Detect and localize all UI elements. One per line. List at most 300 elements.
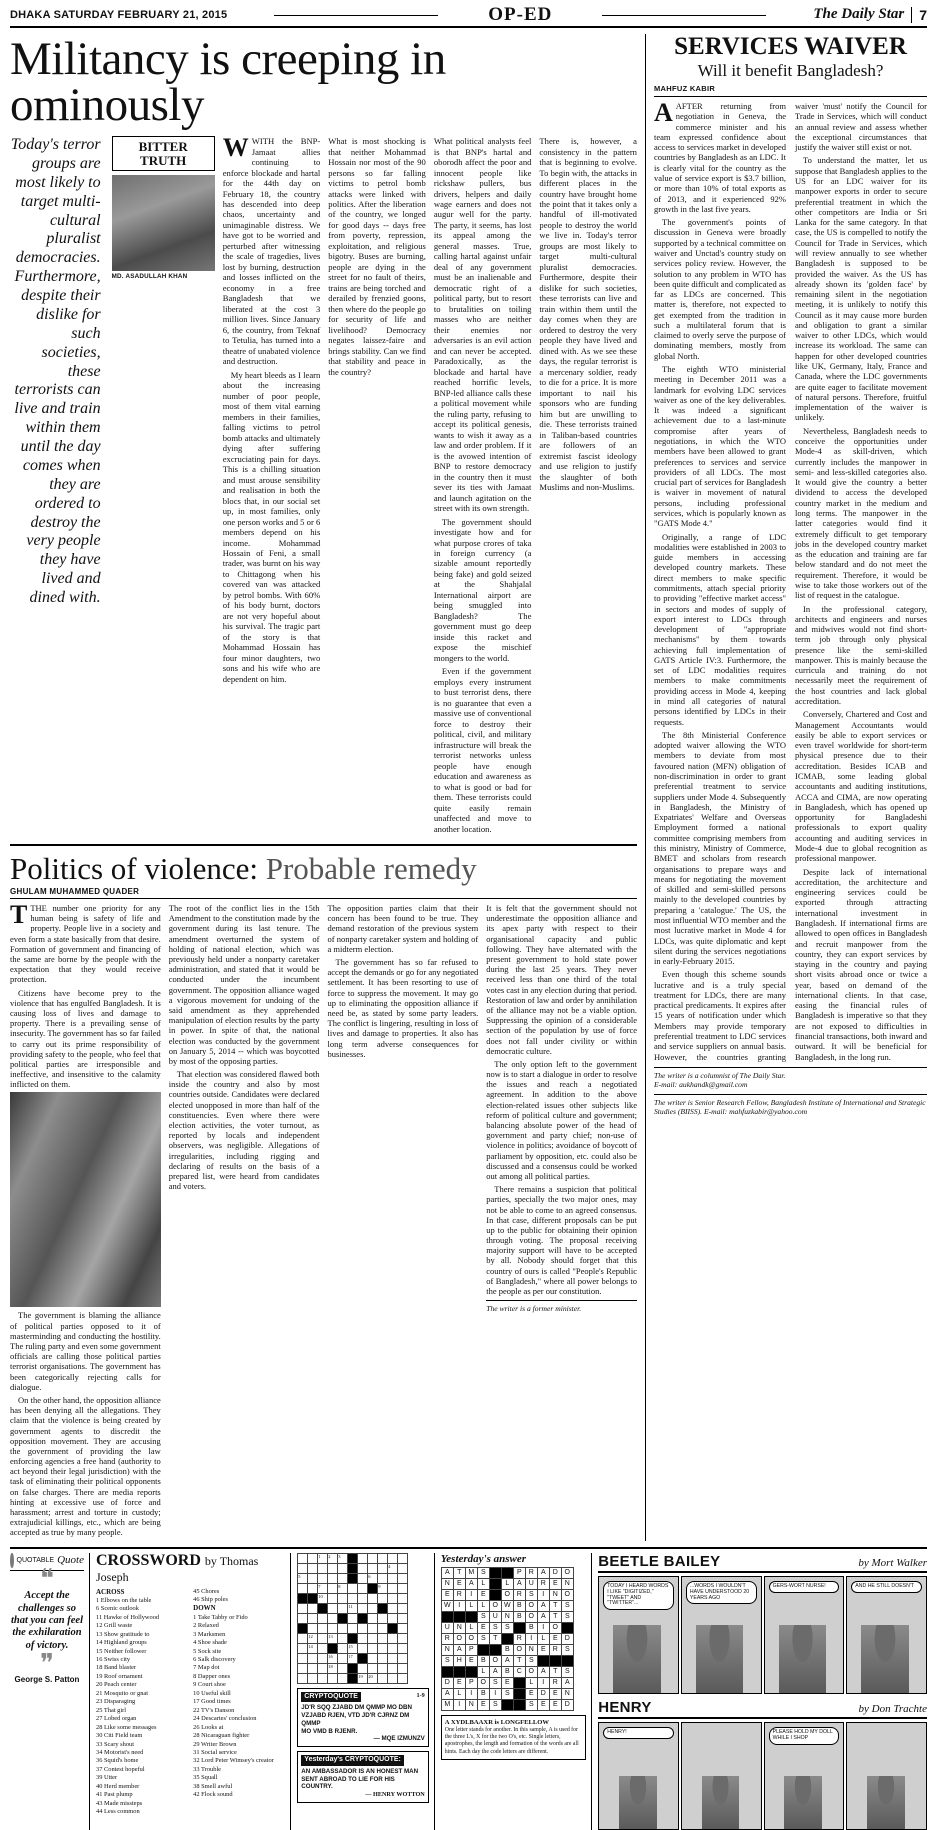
crossword-cell[interactable] bbox=[308, 1663, 318, 1673]
crossword-cell[interactable] bbox=[368, 1613, 378, 1623]
answer-cell: E bbox=[453, 1578, 465, 1589]
answer-cell: S bbox=[525, 1655, 537, 1666]
answer-cell: O bbox=[525, 1666, 537, 1677]
crossword-cell[interactable] bbox=[388, 1583, 398, 1593]
crossword-cell[interactable]: 11 bbox=[348, 1603, 358, 1613]
quotable-label2: Quote bbox=[57, 1554, 84, 1567]
crossword-cell[interactable] bbox=[318, 1623, 328, 1633]
crossword-cell[interactable] bbox=[338, 1663, 348, 1673]
masthead bbox=[10, 3, 927, 28]
crossword-clue: 19 Roof ornament bbox=[96, 1672, 143, 1680]
answer-cell: O bbox=[561, 1589, 573, 1600]
crossword-cell[interactable] bbox=[328, 1673, 338, 1683]
crossword-cell[interactable] bbox=[388, 1593, 398, 1603]
answer-cell: E bbox=[537, 1699, 549, 1710]
answer-cell: L bbox=[501, 1578, 513, 1589]
comic-author: by Mort Walker bbox=[858, 1556, 927, 1569]
author-photo bbox=[112, 175, 215, 271]
crossword-clue: 44 Less common bbox=[96, 1808, 140, 1816]
drop-cap: T bbox=[10, 900, 28, 930]
paragraph: The government's points of discussion in Geneva were broadly supported by a technical committee on waiver and Unctad's country study on services policy review. However, the solution to any problem in WTO has been quite difficult and complicated as far as LDCs are concerned. This matter is, therefore, not expected to get exempted from the tradition in such a multilateral forum that is claimed to overly serve the purpose of dominating members, mostly from global North. bbox=[654, 217, 786, 361]
story1-body-col-4 bbox=[539, 136, 637, 837]
crossword-cell[interactable] bbox=[308, 1673, 318, 1683]
crossword-cell[interactable] bbox=[348, 1663, 358, 1673]
answer-cell bbox=[465, 1611, 477, 1622]
paragraph: Despite lack of international accreditation, the architecture and engineering services could be exported through attracting international investment in Bangladesh. If international firms are allowed to open offices in Bangladesh and recruit manpower from the country, they can export services by staying in the country and paying short visits abroad once or twice a year, based on demand of the international clients. In that case, easing the financial rules of Bangladesh is imperative so that they are not exposed to difficulties in financial transactions, both inward and outward. It will be beneficial for Bangladesh, in the long run. bbox=[795, 866, 927, 1062]
crossword-clue: 24 Descartes' conclusion bbox=[193, 1715, 257, 1723]
crossword-cell[interactable] bbox=[308, 1563, 318, 1573]
pull-quote: Today's terror groups are most likely to target multi-cultural pluralist democracies. Furthermore, despite their dislike for such societies, these terrorists can live and train within them until the day comes when they are ordered to destroy the very people they have lived and dined with. bbox=[10, 136, 101, 607]
crossword-clue: 28 Nicaraguan fighter bbox=[193, 1732, 250, 1740]
crossword-cell[interactable] bbox=[398, 1633, 408, 1643]
answer-cell: O bbox=[525, 1600, 537, 1611]
crossword-cell[interactable]: 3 bbox=[338, 1553, 348, 1563]
crossword-cell[interactable] bbox=[348, 1613, 358, 1623]
crossword-cell[interactable] bbox=[298, 1653, 308, 1663]
crossword-cell[interactable] bbox=[378, 1673, 388, 1683]
cryptoquote-line: MO VMD B RJENR. bbox=[301, 1727, 358, 1735]
crossword-cell[interactable] bbox=[358, 1573, 368, 1583]
answer-cell: I bbox=[453, 1600, 465, 1611]
crossword-cell[interactable] bbox=[328, 1613, 338, 1623]
crossword-cell[interactable] bbox=[398, 1563, 408, 1573]
crossword-cell[interactable] bbox=[338, 1653, 348, 1663]
crossword-cell[interactable] bbox=[338, 1633, 348, 1643]
answer-cell bbox=[537, 1655, 549, 1666]
crossword-cell[interactable] bbox=[358, 1553, 368, 1563]
crossword-cell[interactable]: 1 bbox=[318, 1553, 328, 1563]
crossword-cell[interactable]: 5 bbox=[298, 1573, 308, 1583]
services-byline: MAHFUZ KABIR bbox=[654, 84, 927, 97]
crossword-cell[interactable] bbox=[348, 1563, 358, 1573]
crossword-clue: 34 Motorist's need bbox=[96, 1748, 144, 1756]
answer-cell bbox=[489, 1567, 501, 1578]
crossword-cell[interactable] bbox=[338, 1573, 348, 1583]
crossword-cell[interactable] bbox=[338, 1643, 348, 1653]
yesterday-cryptoquote-title: Yesterday's CRYPTOQUOTE: bbox=[301, 1755, 404, 1766]
crossword-cell[interactable] bbox=[328, 1623, 338, 1633]
answer-cell: O bbox=[489, 1600, 501, 1611]
crossword-cell[interactable]: 2 bbox=[328, 1553, 338, 1563]
crossword-cell[interactable] bbox=[398, 1553, 408, 1563]
crossword-cell[interactable] bbox=[358, 1623, 368, 1633]
answer-cell: L bbox=[525, 1677, 537, 1688]
crossword-clue: 39 Utter bbox=[96, 1774, 118, 1782]
comic-panel bbox=[764, 1722, 845, 1830]
services-headline: SERVICES WAIVER bbox=[674, 33, 907, 60]
crossword-cell[interactable] bbox=[328, 1593, 338, 1603]
crossword-clue: 7 Map dot bbox=[193, 1664, 220, 1672]
answer-cell: E bbox=[549, 1633, 561, 1644]
story1 bbox=[10, 133, 637, 837]
crossword-clue: 38 Smell awful bbox=[193, 1782, 233, 1790]
crossword-cell[interactable] bbox=[338, 1613, 348, 1623]
cryptoquote-number: 1-9 bbox=[416, 1691, 425, 1699]
crossword-clue: 5 Sock site bbox=[193, 1647, 222, 1655]
crossword-cell[interactable] bbox=[328, 1563, 338, 1573]
crossword-cell[interactable] bbox=[378, 1643, 388, 1653]
crossword-cell[interactable] bbox=[378, 1573, 388, 1583]
answer-cell: O bbox=[465, 1633, 477, 1644]
crossword-cell[interactable] bbox=[298, 1553, 308, 1563]
crossword-clue: 16 Swiss city bbox=[96, 1655, 131, 1663]
crossword-cell[interactable] bbox=[388, 1673, 398, 1683]
answer-cell: S bbox=[489, 1622, 501, 1633]
cryptoquote-box bbox=[297, 1688, 429, 1748]
answer-cell: O bbox=[453, 1633, 465, 1644]
crossword-cell[interactable] bbox=[368, 1603, 378, 1613]
story2-col-1 bbox=[10, 900, 161, 1541]
crossword-cell[interactable] bbox=[398, 1663, 408, 1673]
paragraph: What is most shocking is that neither Mohammad Hossain nor most of the 90 persons so far falling victims to petrol bomb attacks were linked with politics. After the liberation of the country, we longed for good days -- days free from poverty, repression, exploitation, and religious bigotry. Buses are burning, people are dying in the street for no fault of theirs, trains are being torched and derailed by frenzied goons, then where do the people go for security of life and livelihood? Democracy negates laissez-faire and brings stability. Can we find that stability and peace in the country? bbox=[328, 136, 426, 377]
crossword-cell[interactable] bbox=[358, 1643, 368, 1653]
answer-cell: A bbox=[501, 1655, 513, 1666]
answer-cell bbox=[549, 1655, 561, 1666]
comic-panel bbox=[598, 1722, 679, 1830]
character-figure bbox=[702, 1776, 740, 1829]
crossword-cell[interactable]: 17 bbox=[348, 1653, 358, 1663]
crossword-cell[interactable] bbox=[318, 1573, 328, 1583]
answer-cell: N bbox=[561, 1578, 573, 1589]
answer-cell: R bbox=[525, 1567, 537, 1578]
crossword-cell[interactable] bbox=[348, 1633, 358, 1643]
story1-body-col-2 bbox=[328, 136, 426, 837]
answer-cell: I bbox=[537, 1677, 549, 1688]
answer-cell: A bbox=[441, 1688, 453, 1699]
answer-cell: E bbox=[465, 1655, 477, 1666]
comic-panel bbox=[598, 1576, 679, 1694]
crossword-cell[interactable] bbox=[298, 1633, 308, 1643]
crossword-cell[interactable] bbox=[318, 1633, 328, 1643]
crossword-cell[interactable] bbox=[358, 1663, 368, 1673]
cryptoquote-key-note bbox=[441, 1715, 586, 1760]
answer-cell: P bbox=[465, 1677, 477, 1688]
crossword-cell[interactable] bbox=[328, 1573, 338, 1583]
crossword-clue: 35 Squall bbox=[193, 1774, 218, 1782]
crossword-cell[interactable]: 20 bbox=[368, 1673, 378, 1683]
paragraph: There is, however, a consistency in the pattern that is beginning to evolve. To begin with, the attacks in different places in the country have brought home the point that it takes only a handful of ill-motivated people to destroy the world we live in. Today's terror groups are most likely to target multi-cultural pluralist democracies. Furthermore, despite their dislike for such societies, these terrorists can live and train within them until the day comes when they are ordered to destroy the very people they have lived and dined with. As we see these days, the regular terrorist is a mercenary soldier, ready to die for a price. It is more important to nail his sponsors who are funding him but are unwilling to die. These terrorists trained in Taliban-based countries are followers of an extremist fascist ideology and use religion to justify the slaughter of both Muslims and non-Muslims. bbox=[539, 136, 637, 493]
comics-area bbox=[598, 1553, 927, 1830]
crossword-cell[interactable] bbox=[398, 1653, 408, 1663]
comic-panel bbox=[681, 1576, 762, 1694]
paragraph: The government is blaming the alliance of political parties opposed to it of masterminding and conducting the hostility. The ruling party and even some government officials are calling those political parties terrorist organisations. The government has been categorically rejecting calls for dialogue. bbox=[10, 1310, 161, 1392]
author-photo-caption: MD. ASADULLAH KHAN bbox=[111, 273, 188, 281]
crossword-clue: 10 Useful skill bbox=[193, 1689, 231, 1697]
crossword-cell[interactable] bbox=[398, 1603, 408, 1613]
right-column-block bbox=[646, 34, 927, 1541]
crossword-down-list bbox=[193, 1588, 285, 1817]
answer-cell: D bbox=[561, 1699, 573, 1710]
crossword-cell[interactable] bbox=[368, 1593, 378, 1603]
crossword-cell[interactable] bbox=[388, 1623, 398, 1633]
crossword-cell[interactable] bbox=[388, 1633, 398, 1643]
cryptoquote-title: CRYPTOQUOTE bbox=[301, 1692, 361, 1703]
crossword-cell[interactable] bbox=[358, 1593, 368, 1603]
crossword-cell[interactable] bbox=[298, 1563, 308, 1573]
crossword-cell[interactable] bbox=[318, 1643, 328, 1653]
answer-cell bbox=[513, 1677, 525, 1688]
crossword-cell[interactable] bbox=[378, 1653, 388, 1663]
story2-columns bbox=[10, 900, 637, 1541]
answer-cell: T bbox=[549, 1600, 561, 1611]
answer-cell bbox=[513, 1622, 525, 1633]
paragraph: Originally, a range of LDC modalities were established in 2003 to guide members in accessing developed country markets. These direct members to make specific commitments, attach special priority to providing "effective market access" in sectors and modes of supply of export interest to LDCs through development of "appropriate mechanisms" by them towards achieving full implementation of GATS Article IV:3. Furthermore, the set of LDC modalities requires members to make commitments providing access in Mode 4, keeping in mind all categories of natural persons identified by LDCs in their requests. bbox=[654, 531, 786, 727]
crossword-grid[interactable] bbox=[297, 1553, 408, 1684]
crossword-clue: 21 Mosquito or gnat bbox=[96, 1689, 149, 1697]
crossword-cell[interactable] bbox=[368, 1583, 378, 1593]
crossword-cell[interactable]: 4 bbox=[388, 1563, 398, 1573]
crossword-cell[interactable] bbox=[378, 1633, 388, 1643]
answer-cell bbox=[561, 1655, 573, 1666]
crossword-cell[interactable] bbox=[308, 1603, 318, 1613]
answer-cell: L bbox=[477, 1600, 489, 1611]
answer-cell: D bbox=[441, 1677, 453, 1688]
crossword-cell[interactable] bbox=[348, 1583, 358, 1593]
masthead-date: DHAKA SATURDAY FEBRUARY 21, 2015 bbox=[10, 8, 228, 21]
answer-cell: I bbox=[489, 1688, 501, 1699]
crossword-cell[interactable] bbox=[398, 1643, 408, 1653]
story1-headline: Militancy is creeping in ominously bbox=[10, 33, 446, 132]
answer-cell: A bbox=[453, 1644, 465, 1655]
crossword-cell[interactable] bbox=[338, 1593, 348, 1603]
crossword-cell[interactable] bbox=[398, 1593, 408, 1603]
crossword-cell[interactable] bbox=[348, 1553, 358, 1563]
crossword-cell[interactable]: 18 bbox=[328, 1663, 338, 1673]
crossword-cell[interactable] bbox=[298, 1623, 308, 1633]
crossword-clue: 33 Scary shout bbox=[96, 1740, 134, 1748]
crossword-cell[interactable] bbox=[318, 1663, 328, 1673]
answer-cell: E bbox=[501, 1677, 513, 1688]
crossword-cell[interactable] bbox=[398, 1573, 408, 1583]
column-label: BITTER TRUTH bbox=[138, 139, 188, 168]
crossword-cell[interactable] bbox=[298, 1673, 308, 1683]
crossword-cell[interactable] bbox=[348, 1623, 358, 1633]
crossword-cell[interactable] bbox=[368, 1643, 378, 1653]
crossword-clue: 29 Writer Brown bbox=[193, 1740, 237, 1748]
crossword-cell[interactable] bbox=[398, 1623, 408, 1633]
crossword-cell[interactable] bbox=[308, 1653, 318, 1663]
answer-cell: S bbox=[489, 1677, 501, 1688]
crossword-cell[interactable] bbox=[348, 1593, 358, 1603]
answer-cell bbox=[561, 1622, 573, 1633]
crossword-cell[interactable] bbox=[298, 1603, 308, 1613]
answer-cell: S bbox=[525, 1589, 537, 1600]
crossword-clue: 42 Flock sound bbox=[193, 1791, 233, 1799]
answer-cell: E bbox=[441, 1589, 453, 1600]
crossword-cell[interactable] bbox=[318, 1563, 328, 1573]
answer-cell: S bbox=[561, 1600, 573, 1611]
crossword-cell[interactable] bbox=[388, 1663, 398, 1673]
crossword-cell[interactable] bbox=[298, 1663, 308, 1673]
comic-henry bbox=[598, 1699, 927, 1830]
crossword-cell[interactable] bbox=[388, 1573, 398, 1583]
speech-bubble: AND HE STILL DOESN'T bbox=[851, 1581, 922, 1593]
answer-cell bbox=[477, 1644, 489, 1655]
crossword-cell[interactable] bbox=[358, 1603, 368, 1613]
crossword-clue: 36 Squid's home bbox=[96, 1757, 139, 1765]
answer-cell bbox=[489, 1578, 501, 1589]
crossword-cell[interactable] bbox=[358, 1563, 368, 1573]
crossword-cell[interactable]: 8 bbox=[338, 1583, 348, 1593]
crossword-cell[interactable]: 12 bbox=[308, 1633, 318, 1643]
yesterday-cryptoquote-answer: AN AMBASSADOR IS AN HONEST MAN SENT ABROAD TO LIE FOR HIS COUNTRY. bbox=[301, 1767, 419, 1791]
answer-cell bbox=[501, 1633, 513, 1644]
quote-text: Accept the challenges so that you can feel the exhilaration of victory. bbox=[10, 1590, 84, 1651]
answer-cell: E bbox=[477, 1589, 489, 1600]
crossword-cell[interactable] bbox=[308, 1593, 318, 1603]
crossword-cell[interactable] bbox=[378, 1623, 388, 1633]
crossword-cell[interactable] bbox=[308, 1613, 318, 1623]
crossword-cell[interactable] bbox=[318, 1613, 328, 1623]
crossword-cell[interactable] bbox=[358, 1613, 368, 1623]
answer-cell: W bbox=[501, 1600, 513, 1611]
crossword-clue: 22 TV's Danson bbox=[193, 1706, 235, 1714]
paragraph: The root of the conflict lies in the 15th Amendment to the constitution made by the government during its last tenure. The amendment overturned the system of holding of national election, which was previously held under a nonparty caretaker administration, and stated that it would be conducted under the incumbent government. The opposition alliance waged a vigorous movement for undoing of the said amendment as they apprehended manipulation of election results by the party in power. In spite of that, the national election was conducted by the government on January 5, 2014 -- which was boycotted by most of the opposing parties. bbox=[168, 903, 320, 1066]
answer-cell bbox=[441, 1611, 453, 1622]
crossword-cell[interactable] bbox=[368, 1633, 378, 1643]
character-figure bbox=[867, 1776, 905, 1829]
answer-cell: S bbox=[501, 1622, 513, 1633]
crossword-cell[interactable] bbox=[398, 1613, 408, 1623]
crossword-cell[interactable] bbox=[338, 1623, 348, 1633]
answer-cell bbox=[441, 1666, 453, 1677]
crossword-cell[interactable] bbox=[368, 1663, 378, 1673]
answer-cell: O bbox=[477, 1677, 489, 1688]
crossword-cell[interactable] bbox=[298, 1583, 308, 1593]
crossword-cell[interactable]: 16 bbox=[328, 1653, 338, 1663]
crossword-cell[interactable]: 13 bbox=[328, 1633, 338, 1643]
paragraph: In the professional category, architects and engineers and nurses and midwives would not find short-term job through only physical presence like the semi-skilled manpower. This is mainly because the curricula and training do not necessarily meet the requirement of the host countries and lack global accreditation. bbox=[795, 603, 927, 707]
character-figure bbox=[779, 1625, 826, 1692]
answer-cell: I bbox=[537, 1589, 549, 1600]
crossword-cell[interactable] bbox=[308, 1623, 318, 1633]
answer-cell: H bbox=[453, 1655, 465, 1666]
crossword-cell[interactable]: 7 bbox=[318, 1583, 328, 1593]
crossword-cell[interactable] bbox=[368, 1653, 378, 1663]
answer-cell: U bbox=[525, 1578, 537, 1589]
crossword-cell[interactable] bbox=[398, 1673, 408, 1683]
column-label-box bbox=[112, 136, 215, 171]
crossword-cell[interactable]: 9 bbox=[378, 1583, 388, 1593]
answer-cell: E bbox=[549, 1578, 561, 1589]
crossword-cell[interactable] bbox=[338, 1563, 348, 1573]
crossword-clue: 46 Ship poles bbox=[193, 1596, 228, 1604]
crossword-cell[interactable]: 6 bbox=[368, 1573, 378, 1583]
crossword-cell[interactable] bbox=[328, 1643, 338, 1653]
crossword-cell[interactable] bbox=[318, 1673, 328, 1683]
crossword-cell[interactable] bbox=[298, 1613, 308, 1623]
crossword-cell[interactable] bbox=[388, 1553, 398, 1563]
crossword-cell[interactable] bbox=[338, 1673, 348, 1683]
crossword-cell[interactable] bbox=[348, 1673, 358, 1683]
crossword-cell[interactable] bbox=[348, 1573, 358, 1583]
answer-cell: A bbox=[537, 1567, 549, 1578]
crossword-cell[interactable]: 19 bbox=[358, 1673, 368, 1683]
answer-cell: U bbox=[489, 1611, 501, 1622]
answer-cell: S bbox=[561, 1644, 573, 1655]
crossword-cell[interactable] bbox=[328, 1603, 338, 1613]
crossword-clue: 12 Grill waste bbox=[96, 1622, 133, 1630]
comic-beetle-bailey bbox=[598, 1553, 927, 1694]
crossword-cell[interactable] bbox=[338, 1603, 348, 1613]
key-note-text: One letter stands for another. In this sample, A is used for the three L's, X for the two O's, etc. Single letters, apostrophes, the length and formation of the words are all hints. Each day the code letters are different. bbox=[444, 1726, 579, 1755]
crossword-cell[interactable] bbox=[308, 1583, 318, 1593]
paragraph: There remains a suspicion that political parties, specially the two major ones, may not be able to come to an agreed consensus. In that case, different proposals can be put up to the public for obtaining their opinion through voting. The proposal receiving majority support will have to be accepted by all. Nobody should forget that this country of ours is called "People's Republic of Bangladesh," where all power belongs to the people as per our constitution. bbox=[486, 1184, 637, 1296]
story2-col-2 bbox=[169, 903, 320, 1541]
crossword-cell[interactable] bbox=[358, 1583, 368, 1593]
crossword-cell[interactable] bbox=[378, 1663, 388, 1673]
answer-cell: S bbox=[477, 1611, 489, 1622]
paragraph: It is felt that the government should not underestimate the opposition alliance and its apex party with respect to their organisational capacity and public following. They have alternated with the present government to hold state power during the last 25 years. They never received less than one third of the total votes cast in any election during that period. Restoration of law and order by annihilation of the alliance may not be a viable option. Suppressing the opinion of a considerable section of the population by use of force does not fall under civility or within democratic culture. bbox=[486, 903, 637, 1056]
crossword-cell[interactable] bbox=[388, 1613, 398, 1623]
crossword-clue: 32 Lord Peter Wimsey's creator bbox=[193, 1757, 274, 1765]
crossword-cell[interactable] bbox=[368, 1623, 378, 1633]
answer-cell: I bbox=[537, 1622, 549, 1633]
answer-cell: E bbox=[549, 1688, 561, 1699]
crossword-cell[interactable] bbox=[378, 1553, 388, 1563]
answer-cell: N bbox=[525, 1644, 537, 1655]
answer-cell: E bbox=[477, 1622, 489, 1633]
answer-cell: S bbox=[477, 1567, 489, 1578]
answer-cell: N bbox=[465, 1699, 477, 1710]
crossword-cell[interactable] bbox=[378, 1613, 388, 1623]
crossword-clue: 28 Like some messages bbox=[96, 1723, 157, 1731]
story2-byline: GHULAM MUHAMMED QUADER bbox=[10, 887, 637, 899]
answer-cell: R bbox=[513, 1589, 525, 1600]
crossword-cell[interactable] bbox=[398, 1583, 408, 1593]
crossword-cell[interactable] bbox=[358, 1633, 368, 1643]
down-heading: DOWN bbox=[193, 1604, 216, 1613]
crossword-cell[interactable] bbox=[308, 1553, 318, 1563]
answer-cell: R bbox=[549, 1644, 561, 1655]
speech-bubble: ...WORDS I WOULDN'T HAVE UNDERSTOOD 20 YEARS AGO bbox=[686, 1581, 757, 1605]
crossword-cell[interactable] bbox=[388, 1643, 398, 1653]
crossword-cell[interactable] bbox=[328, 1583, 338, 1593]
crossword-cell[interactable] bbox=[378, 1603, 388, 1613]
story1-pullquote-col bbox=[10, 136, 104, 837]
crossword-cell[interactable]: 10 bbox=[318, 1593, 328, 1603]
answer-cell: A bbox=[537, 1666, 549, 1677]
crossword-cell[interactable] bbox=[298, 1643, 308, 1653]
yesterday-answer-area bbox=[441, 1553, 592, 1830]
crossword-clue: 2 Relaxed bbox=[193, 1622, 219, 1630]
crossword-cell[interactable] bbox=[298, 1593, 308, 1603]
answer-cell: E bbox=[525, 1688, 537, 1699]
crossword-cell[interactable] bbox=[318, 1653, 328, 1663]
crossword-cell[interactable] bbox=[308, 1573, 318, 1583]
crossword-clue: 8 Dapper ones bbox=[193, 1672, 231, 1680]
crossword-cell[interactable] bbox=[378, 1593, 388, 1603]
publication-logo: The Daily Star bbox=[813, 6, 905, 22]
crossword-cell[interactable]: 15 bbox=[348, 1643, 358, 1653]
paragraph: On the other hand, the opposition alliance has been denying all the allegations. They claim that the violence is being created by government agents to discredit the opposition movement. They are accusing the government of providing the law enforcing agencies a free hand (authority to act beyond their legal jurisdiction) with the task of eliminating their political opponents on false charges. There are media reports hinting at excessive use of force and harassment; arrest and torture in custody; extrajudicial killings, etc., which are being accepted as true by many people. bbox=[10, 1394, 161, 1538]
crossword-cell[interactable]: 14 bbox=[308, 1643, 318, 1653]
paragraph: Conversely, Chartered and Cost and Management Accountants would easily be able to export services or even travel worldwide for short-term physical presence due to their accreditation. Besides ICAB and ICMAB, some leading global accountants and auditing institutions, ACCA and CIMA, are now operating in Bangladesh, which has opened up opportunity for Bangladeshi professionals to export quality accounting and auditing services in Mode-4 due to global recognition as professional manpower. bbox=[795, 709, 927, 864]
paragraph: The government has so far refused to accept the demands or go for any negotiated settlement. It has been resorting to use of force to suppress the movement. It may go up to eliminating the opposition alliance if need be, as stated by some party leaders. The conflict is lingering, resulting in loss of lives and damage to properties. It also has long term adverse consequences for businesses. bbox=[327, 957, 479, 1059]
character-figure bbox=[861, 1625, 908, 1692]
crossword-cell[interactable] bbox=[388, 1653, 398, 1663]
crossword-cell[interactable] bbox=[388, 1603, 398, 1613]
crossword-cell[interactable] bbox=[318, 1603, 328, 1613]
paragraph: TTHE number one priority for any human being is safety of life and property. People live in a society and even form a state basically from that desire. Formation of government and financing of the same are borne by the people with the expectation that they would receive protection. bbox=[10, 900, 161, 985]
crossword-cell[interactable] bbox=[358, 1653, 368, 1663]
crossword-cell[interactable] bbox=[368, 1553, 378, 1563]
crossword-cell[interactable] bbox=[378, 1563, 388, 1573]
crossword-cell[interactable] bbox=[368, 1563, 378, 1573]
answer-cell: O bbox=[501, 1589, 513, 1600]
answer-cell: N bbox=[549, 1589, 561, 1600]
crossword-grid-area bbox=[297, 1553, 435, 1830]
